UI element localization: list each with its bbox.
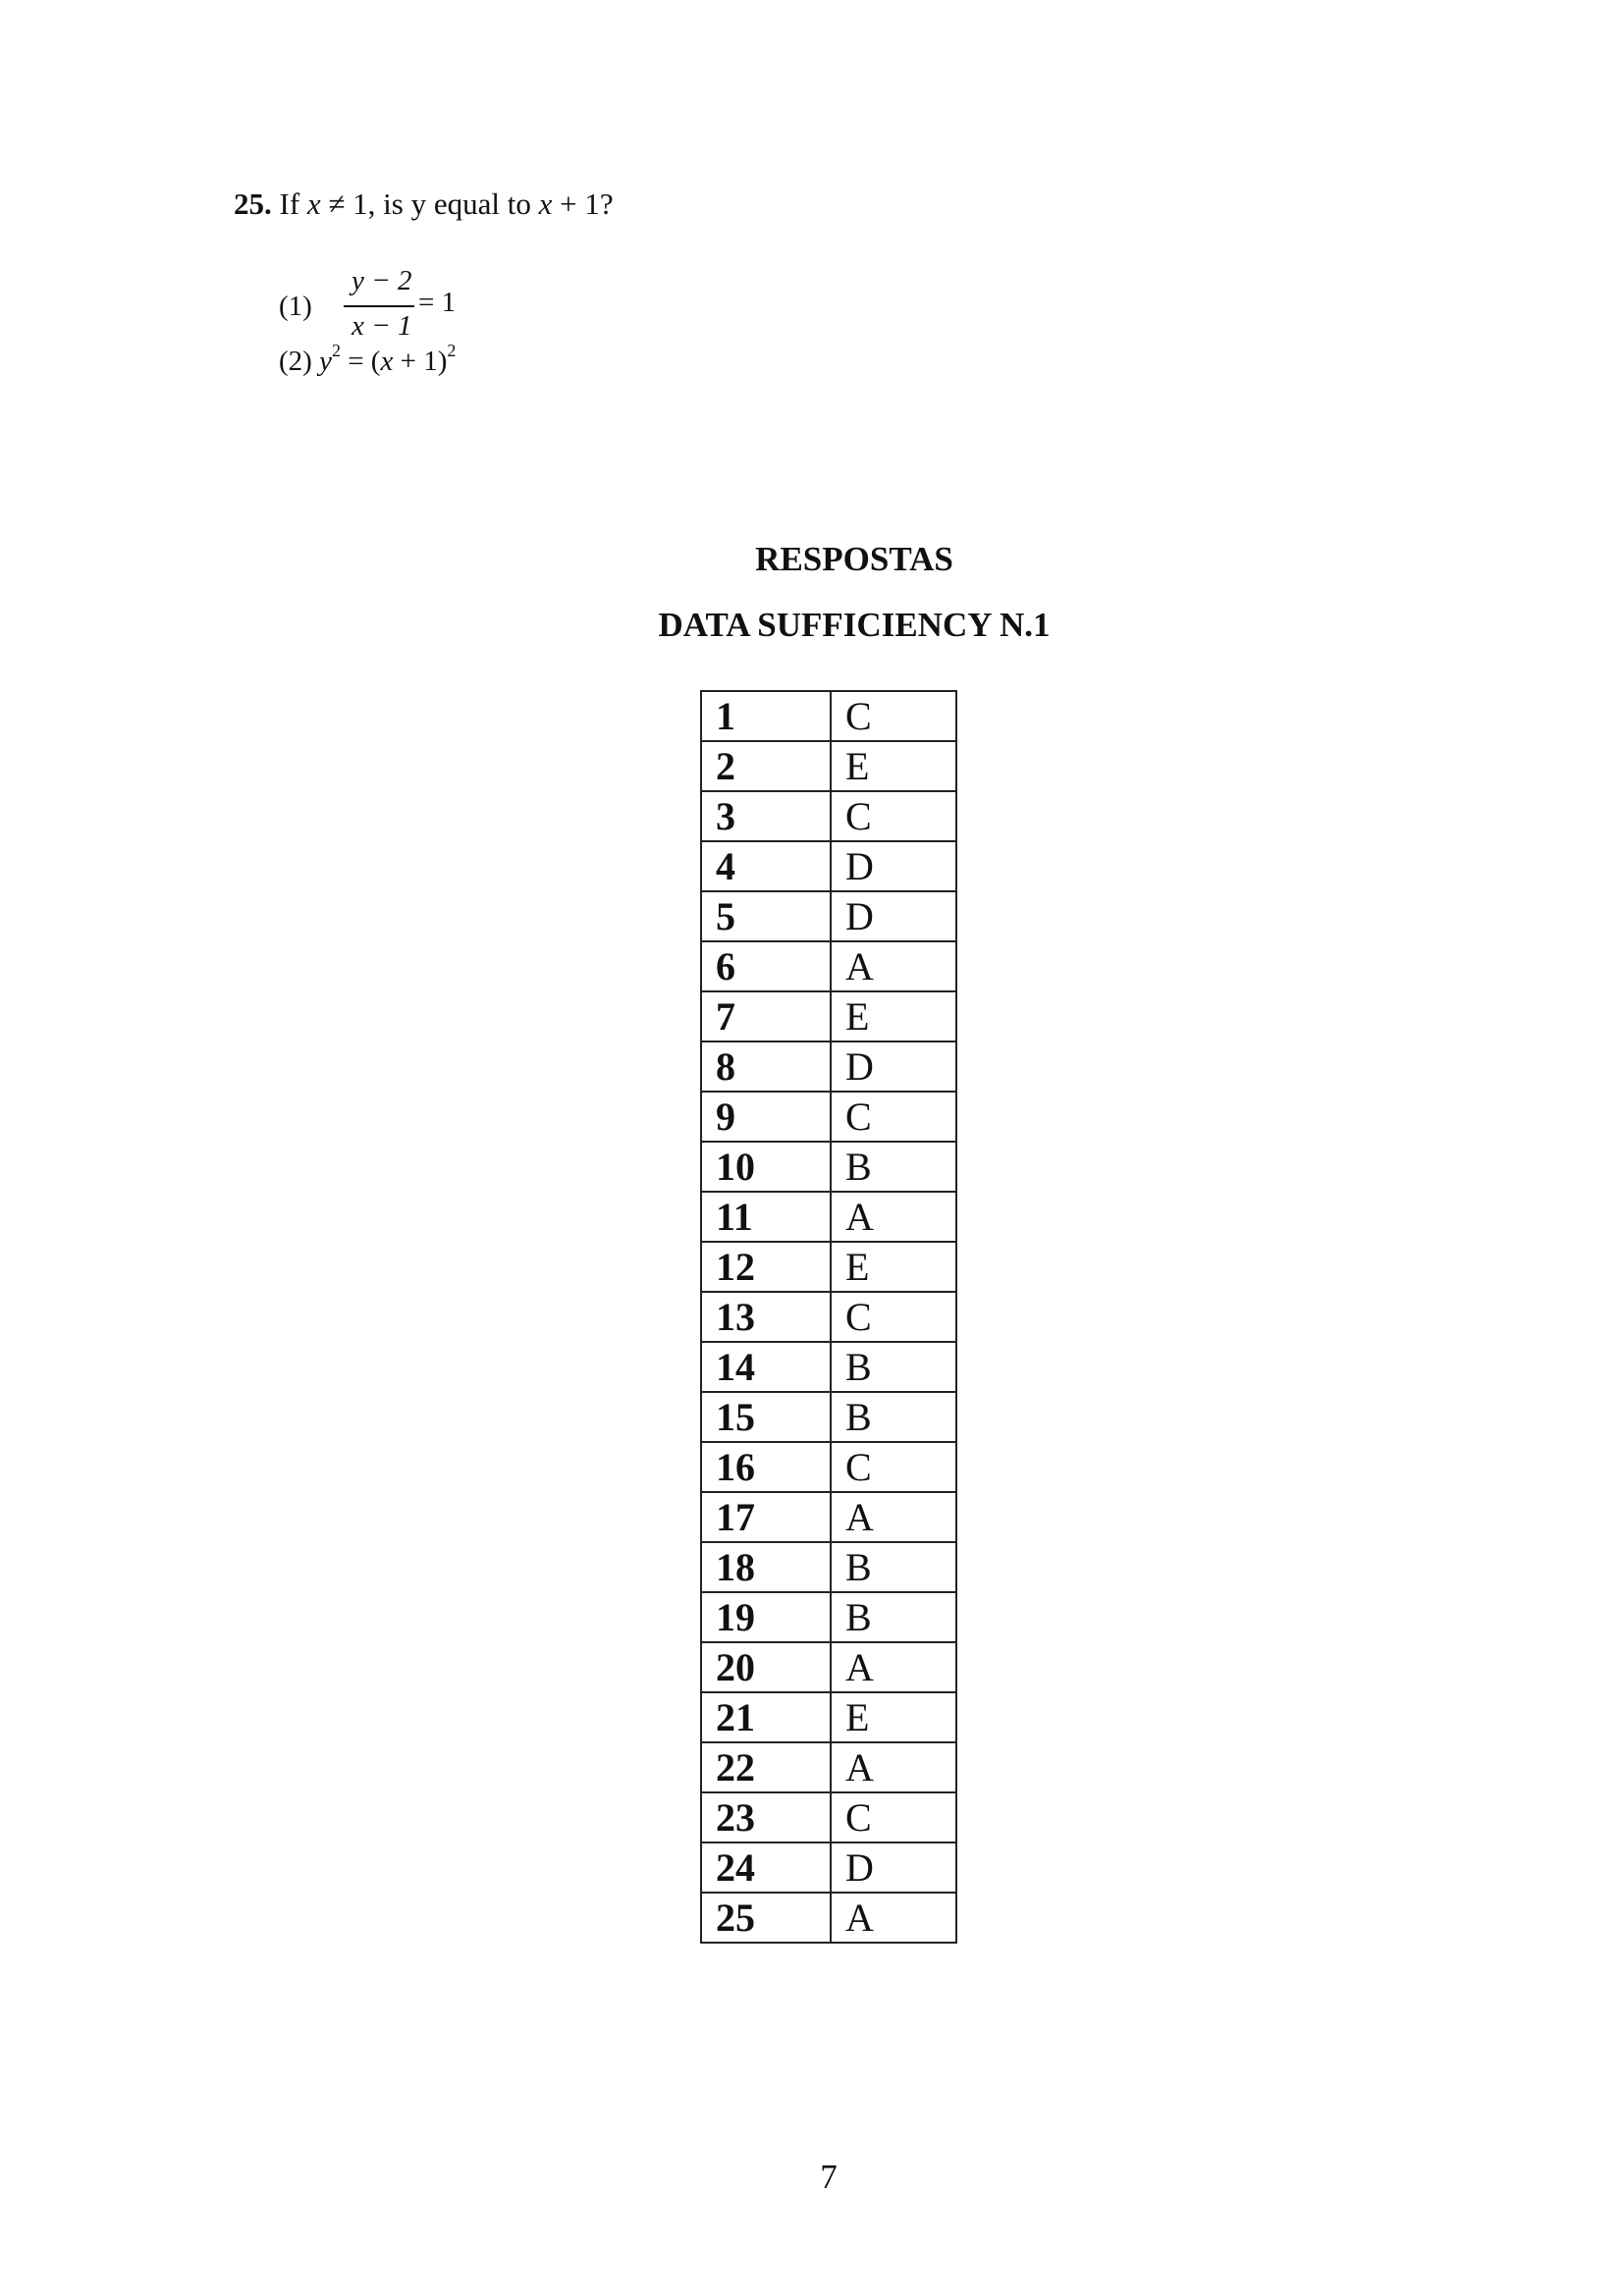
answer-letter: A	[831, 941, 956, 991]
answer-row	[701, 1392, 956, 1442]
answers-heading: RESPOSTAS	[755, 540, 953, 578]
question-expr-x: x	[538, 187, 553, 221]
statement-2-var-y: y	[319, 346, 332, 377]
answer-letter: A	[831, 1742, 956, 1792]
statement-2-rhs-close: + 1)	[400, 346, 448, 377]
question-25	[234, 185, 614, 224]
answer-letter: C	[831, 1442, 956, 1492]
answer-number: 4	[701, 841, 831, 891]
statement-1-equals: = 1	[418, 287, 457, 318]
answer-number: 2	[701, 741, 831, 791]
question-number: 25.	[234, 187, 272, 221]
answer-number: 18	[701, 1542, 831, 1592]
answer-row	[701, 841, 956, 891]
answer-number: 20	[701, 1642, 831, 1692]
answer-number: 11	[701, 1192, 831, 1242]
answer-letter: C	[831, 691, 956, 741]
answer-number: 10	[701, 1142, 831, 1192]
answer-number: 22	[701, 1742, 831, 1792]
question-text-part1: If	[279, 187, 300, 221]
answer-row	[701, 1442, 956, 1492]
fraction-numerator: y − 2	[352, 265, 412, 296]
answer-letter: A	[831, 1893, 956, 1943]
answer-letter: E	[831, 741, 956, 791]
answer-row	[701, 941, 956, 991]
answer-number: 5	[701, 891, 831, 941]
answer-number: 13	[701, 1292, 831, 1342]
answer-number: 6	[701, 941, 831, 991]
answer-letter: D	[831, 1842, 956, 1893]
answer-letter: A	[831, 1192, 956, 1242]
answer-row	[701, 1842, 956, 1893]
answer-row	[701, 1492, 956, 1542]
statement-2-exponent-2: 2	[447, 341, 457, 360]
answer-row	[701, 1192, 956, 1242]
answer-row	[701, 1692, 956, 1742]
answer-letter: E	[831, 1692, 956, 1742]
answer-row	[701, 1342, 956, 1392]
answer-letter: E	[831, 991, 956, 1041]
statement-2	[279, 341, 457, 378]
statement-2-rhs-open: = (	[348, 346, 381, 377]
answer-number: 3	[701, 791, 831, 841]
answer-number: 24	[701, 1842, 831, 1893]
answer-letter: D	[831, 841, 956, 891]
answer-row	[701, 1092, 956, 1142]
answers-subheading: DATA SUFFICIENCY N.1	[658, 606, 1051, 644]
answer-number: 19	[701, 1592, 831, 1642]
answer-row	[701, 1242, 956, 1292]
page-number: 7	[820, 2158, 838, 2196]
statement-2-label: (2)	[279, 346, 312, 377]
answer-letter: B	[831, 1542, 956, 1592]
question-text-part2: ≠ 1, is y equal to	[328, 187, 531, 221]
answer-letter: B	[831, 1392, 956, 1442]
answer-letter: D	[831, 891, 956, 941]
answer-letter: C	[831, 791, 956, 841]
answer-letter: A	[831, 1642, 956, 1692]
answer-number: 9	[701, 1092, 831, 1142]
answer-number: 25	[701, 1893, 831, 1943]
answer-number: 12	[701, 1242, 831, 1292]
answer-letter: B	[831, 1342, 956, 1392]
answer-row	[701, 991, 956, 1041]
answer-number: 23	[701, 1792, 831, 1842]
question-var-x: x	[306, 187, 321, 221]
answer-number: 8	[701, 1041, 831, 1092]
statement-1-label: (1)	[279, 291, 312, 322]
answer-row	[701, 1642, 956, 1692]
answer-letter: C	[831, 1092, 956, 1142]
answer-letter: D	[831, 1041, 956, 1092]
answer-letter: B	[831, 1142, 956, 1192]
answer-letter: A	[831, 1492, 956, 1542]
answer-row	[701, 1142, 956, 1192]
answer-row	[701, 691, 956, 741]
answer-row	[701, 1792, 956, 1842]
answer-row	[701, 891, 956, 941]
answer-row	[701, 1893, 956, 1943]
answer-letter: C	[831, 1792, 956, 1842]
answer-number: 16	[701, 1442, 831, 1492]
answer-row	[701, 741, 956, 791]
answer-row	[701, 1742, 956, 1792]
statement-2-var-x: x	[380, 346, 394, 377]
answer-row	[701, 1592, 956, 1642]
answer-letter: C	[831, 1292, 956, 1342]
answer-number: 17	[701, 1492, 831, 1542]
answer-row	[701, 1542, 956, 1592]
answer-row	[701, 1041, 956, 1092]
answer-row	[701, 1292, 956, 1342]
answer-row	[701, 791, 956, 841]
answer-letter: B	[831, 1592, 956, 1642]
answer-letter: E	[831, 1242, 956, 1292]
answer-number: 21	[701, 1692, 831, 1742]
statement-2-exponent: 2	[331, 341, 341, 360]
fraction-denominator: x − 1	[352, 310, 412, 342]
answer-number: 1	[701, 691, 831, 741]
answer-number: 14	[701, 1342, 831, 1392]
fraction-bar	[344, 305, 414, 307]
question-text-part3: + 1?	[560, 187, 614, 221]
answer-key-table	[700, 690, 957, 1944]
answer-number: 7	[701, 991, 831, 1041]
answer-number: 15	[701, 1392, 831, 1442]
